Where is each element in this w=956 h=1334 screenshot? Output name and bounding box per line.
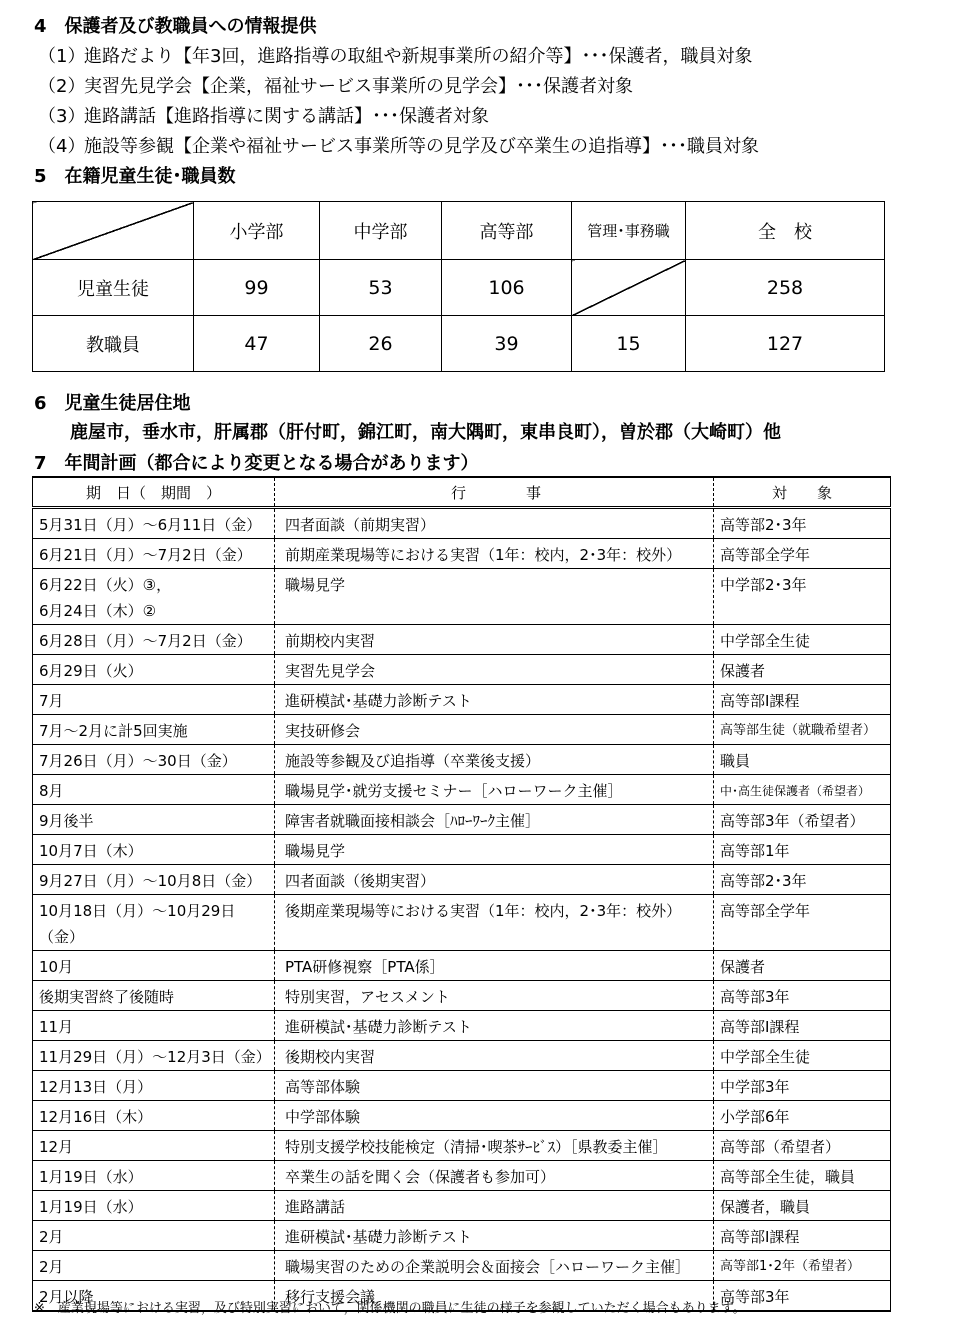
table-row — [33, 1041, 891, 1071]
schedule-event-cell: 四者面談（前期実習） — [275, 508, 714, 539]
header-junior-high: 中学部 — [320, 202, 442, 260]
schedule-target-cell: 高等部（希望者） — [714, 1131, 891, 1161]
table-row — [33, 1131, 891, 1161]
footnote: ※ 産業現場等における実習，及び特別実習において，関係機関の職員に生徒の様子を参観していただく場合もあります。 — [34, 1301, 746, 1316]
table-row — [33, 685, 891, 715]
schedule-date-cell: 2月 — [33, 1251, 275, 1281]
table-row — [33, 865, 891, 895]
schedule-event-cell: 進研模試･基礎力診断テスト — [275, 1221, 714, 1251]
info-item-number: （3） — [38, 106, 86, 127]
schedule-target-cell: 高等部生徒（就職希望者） — [714, 715, 891, 745]
table-row — [33, 508, 891, 539]
schedule-event-cell: 職場見学 — [275, 835, 714, 865]
diagonal-empty-cell — [572, 260, 686, 316]
schedule-event-cell: 障害者就職面接相談会［ﾊﾛｰﾜｰｸ主催］ — [275, 805, 714, 835]
schedule-date-cell: 後期実習終了後随時 — [33, 981, 275, 1011]
annual-schedule-table — [32, 476, 891, 1312]
schedule-event-cell: 実技研修会 — [275, 715, 714, 745]
info-item-text: 進路だより【年3回，進路指導の取組や新規事業所の紹介等】･･･保護者，職員対象 — [84, 46, 753, 67]
schedule-date-cell: 2月 — [33, 1221, 275, 1251]
schedule-event-cell: 特別実習，アセスメント — [275, 981, 714, 1011]
schedule-date-cell: 1月19日（水） — [33, 1191, 275, 1221]
table-row — [33, 539, 891, 569]
cell-value: 106 — [442, 260, 572, 316]
schedule-date-cell: 12月13日（月） — [33, 1071, 275, 1101]
info-item-number: （4） — [38, 136, 86, 157]
schedule-date-cell: 6月29日（火） — [33, 655, 275, 685]
schedule-event-cell: 後期産業現場等における実習（1年：校内，2･3年：校外） — [275, 895, 714, 951]
info-item-3 — [38, 102, 489, 128]
schedule-target-cell: 中学部2･3年 — [714, 569, 891, 625]
schedule-event-cell: 職場見学 — [275, 569, 714, 625]
schedule-event-cell: 前期校内実習 — [275, 625, 714, 655]
schedule-event-cell: 施設等参観及び追指導（卒業後支援） — [275, 745, 714, 775]
table-row — [33, 775, 891, 805]
schedule-target-cell: 高等部全学年 — [714, 539, 891, 569]
schedule-date-cell: 1月19日（水） — [33, 1161, 275, 1191]
schedule-event-cell: 前期産業現場等における実習（1年：校内，2･3年：校外） — [275, 539, 714, 569]
cell-value: 258 — [686, 260, 885, 316]
schedule-date-cell: 12月 — [33, 1131, 275, 1161]
schedule-target-cell: 高等部2･3年 — [714, 508, 891, 539]
schedule-event-cell: 進研模試･基礎力診断テスト — [275, 1011, 714, 1041]
schedule-target-cell: 高等部Ⅰ課程 — [714, 685, 891, 715]
schedule-date-cell: 5月31日（月）～6月11日（金） — [33, 508, 275, 539]
info-item-text: 施設等参観【企業や福祉サービス事業所等の見学及び卒業生の追指導】･･･職員対象 — [84, 136, 759, 157]
schedule-date-cell: 6月28日（月）～7月2日（金） — [33, 625, 275, 655]
table-row — [33, 1161, 891, 1191]
schedule-target-cell: 中学部全生徒 — [714, 1041, 891, 1071]
table-row — [33, 1071, 891, 1101]
header-target: 対 象 — [714, 477, 891, 508]
table-row — [33, 895, 891, 951]
schedule-target-cell: 高等部Ⅰ課程 — [714, 1011, 891, 1041]
schedule-date-cell: 6月22日（火）③， 6月24日（木）② — [33, 569, 275, 625]
schedule-target-cell: 高等部1年 — [714, 835, 891, 865]
schedule-event-cell: 進路講話 — [275, 1191, 714, 1221]
table-row — [33, 835, 891, 865]
schedule-event-cell: 移行支援会議 — [275, 1281, 714, 1312]
header-event: 行 事 — [275, 477, 714, 508]
schedule-event-cell: 職場実習のための企業説明会＆面接会［ハローワーク主催］ — [275, 1251, 714, 1281]
schedule-target-cell: 保護者 — [714, 951, 891, 981]
schedule-date-cell: 10月18日（月）～10月29日（金） — [33, 895, 275, 951]
header-high: 高等部 — [442, 202, 572, 260]
info-item-number: （2） — [38, 76, 86, 97]
schedule-date-cell: 10月 — [33, 951, 275, 981]
table-row — [33, 569, 891, 625]
schedule-target-cell: 高等部1･2年（希望者） — [714, 1251, 891, 1281]
schedule-date-cell: 8月 — [33, 775, 275, 805]
table-row — [33, 625, 891, 655]
schedule-target-cell: 中･高生徒保護者（希望者） — [714, 775, 891, 805]
schedule-target-cell: 高等部3年 — [714, 981, 891, 1011]
section-7-title: 7 年間計画（都合により変更となる場合があります） — [34, 453, 479, 474]
table-row-staff — [33, 316, 885, 372]
schedule-target-cell: 保護者，職員 — [714, 1191, 891, 1221]
section-6-title: 6 児童生徒居住地 — [34, 393, 191, 414]
schedule-target-cell: 高等部全生徒，職員 — [714, 1161, 891, 1191]
schedule-target-cell: 職員 — [714, 745, 891, 775]
table-row — [33, 1221, 891, 1251]
schedule-date-cell: 6月21日（月）～7月2日（金） — [33, 539, 275, 569]
schedule-event-cell: 高等部体験 — [275, 1071, 714, 1101]
info-item-text: 実習先見学会【企業，福祉サービス事業所の見学会】･･･保護者対象 — [84, 76, 633, 97]
schedule-header-row — [33, 477, 891, 508]
cell-value: 53 — [320, 260, 442, 316]
residence-text: 鹿屋市，垂水市，肝属郡（肝付町，錦江町，南大隅町，東串良町），曽於郡（大崎町）他 — [70, 422, 781, 443]
table-row — [33, 655, 891, 685]
enrollment-header-row — [33, 202, 885, 260]
cell-value: 15 — [572, 316, 686, 372]
schedule-date-cell: 10月7日（木） — [33, 835, 275, 865]
table-row — [33, 715, 891, 745]
schedule-target-cell: 保護者 — [714, 655, 891, 685]
schedule-date-cell: 11月 — [33, 1011, 275, 1041]
schedule-target-cell: 中学部全生徒 — [714, 625, 891, 655]
schedule-target-cell: 高等部3年 — [714, 1281, 891, 1312]
schedule-event-cell: 職場見学･就労支援セミナー［ハローワーク主催］ — [275, 775, 714, 805]
cell-value: 26 — [320, 316, 442, 372]
section-5-title: 5 在籍児童生徒･職員数 — [34, 166, 236, 187]
row-label: 教職員 — [33, 316, 194, 372]
table-row — [33, 1011, 891, 1041]
schedule-target-cell: 中学部3年 — [714, 1071, 891, 1101]
table-row — [33, 745, 891, 775]
schedule-date-cell: 9月27日（月）～10月8日（金） — [33, 865, 275, 895]
enrollment-table — [32, 201, 885, 372]
header-admin-staff: 管理･事務職 — [572, 202, 686, 260]
table-row — [33, 805, 891, 835]
schedule-target-cell: 小学部6年 — [714, 1101, 891, 1131]
schedule-date-cell: 7月 — [33, 685, 275, 715]
table-row — [33, 951, 891, 981]
schedule-date-cell: 12月16日（木） — [33, 1101, 275, 1131]
table-row — [33, 1191, 891, 1221]
schedule-event-cell: 実習先見学会 — [275, 655, 714, 685]
info-item-2 — [38, 72, 633, 98]
schedule-date-cell: 9月後半 — [33, 805, 275, 835]
schedule-event-cell: 進研模試･基礎力診断テスト — [275, 685, 714, 715]
diagonal-corner-cell — [33, 202, 194, 260]
schedule-date-cell: 7月～2月に計5回実施 — [33, 715, 275, 745]
schedule-target-cell: 高等部Ⅰ課程 — [714, 1221, 891, 1251]
schedule-target-cell: 高等部全学年 — [714, 895, 891, 951]
table-row — [33, 981, 891, 1011]
schedule-date-cell: 11月29日（月）～12月3日（金） — [33, 1041, 275, 1071]
header-whole-school: 全 校 — [686, 202, 885, 260]
schedule-date-cell: 7月26日（月）～30日（金） — [33, 745, 275, 775]
info-item-number: （1） — [38, 46, 86, 67]
header-elementary: 小学部 — [194, 202, 320, 260]
table-row — [33, 1101, 891, 1131]
cell-value: 39 — [442, 316, 572, 372]
schedule-event-cell: 中学部体験 — [275, 1101, 714, 1131]
schedule-target-cell: 高等部3年（希望者） — [714, 805, 891, 835]
schedule-date-cell: 2月以降 — [33, 1281, 275, 1312]
table-row-students — [33, 260, 885, 316]
schedule-event-cell: 四者面談（後期実習） — [275, 865, 714, 895]
info-item-4 — [38, 132, 759, 158]
schedule-event-cell: 卒業生の話を聞く会（保護者も参加可） — [275, 1161, 714, 1191]
section-4-title: 4 保護者及び教職員への情報提供 — [34, 16, 317, 37]
info-item-1 — [38, 42, 752, 68]
row-label: 児童生徒 — [33, 260, 194, 316]
cell-value: 127 — [686, 316, 885, 372]
header-date: 期 日（ 期間 ） — [33, 477, 275, 508]
schedule-event-cell: 特別支援学校技能検定（清掃･喫茶ｻｰﾋﾞｽ）［県教委主催］ — [275, 1131, 714, 1161]
cell-value: 99 — [194, 260, 320, 316]
schedule-event-cell: 後期校内実習 — [275, 1041, 714, 1071]
table-row — [33, 1251, 891, 1281]
schedule-target-cell: 高等部2･3年 — [714, 865, 891, 895]
info-item-text: 進路講話【進路指導に関する講話】･･･保護者対象 — [84, 106, 489, 127]
schedule-event-cell: PTA研修視察［PTA係］ — [275, 951, 714, 981]
cell-value: 47 — [194, 316, 320, 372]
